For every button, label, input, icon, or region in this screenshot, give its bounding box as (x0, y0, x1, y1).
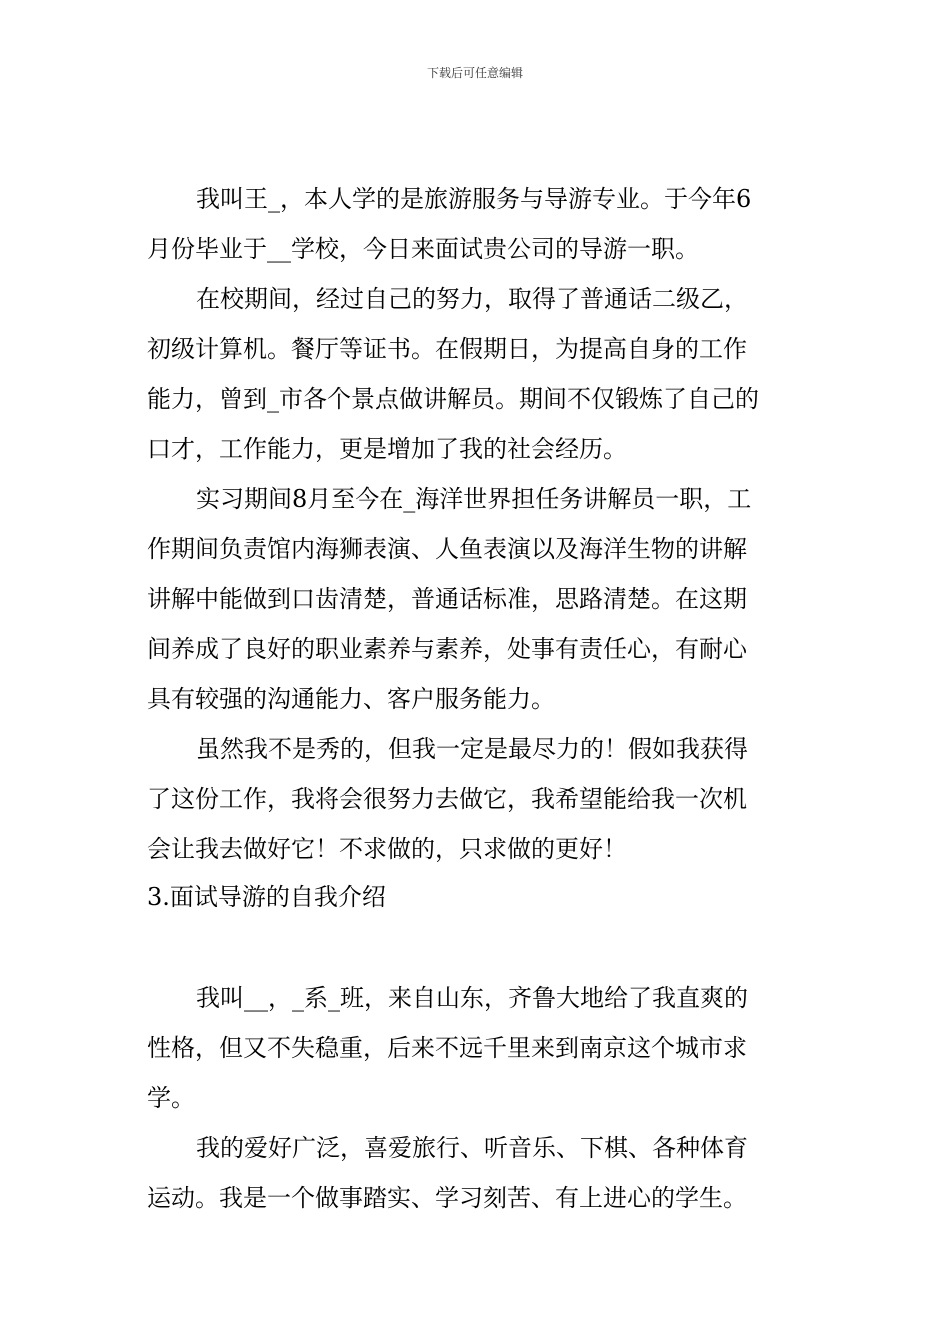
paragraph-line: 我的爱好广泛，喜爱旅行、听音乐、下棋、各种体育 (196, 1134, 748, 1162)
paragraph-line: 在校期间，经过自己的努力，取得了普通话二级乙， (196, 285, 748, 313)
paragraph-line: 间养成了良好的职业素养与素养，处事有责任心，有耐心 (147, 635, 747, 663)
paragraph-line: 口才，工作能力，更是增加了我的社会经历。 (147, 435, 627, 463)
paragraph-line: 了这份工作，我将会很努力去做它，我希望能给我一次机 (147, 785, 747, 813)
paragraph-line: 作期间负责馆内海狮表演、人鱼表演以及海洋生物的讲解 (147, 535, 747, 563)
paragraph-line: 我叫王_，本人学的是旅游服务与导游专业。于今年6 (196, 185, 752, 213)
paragraph-line: 能力，曾到_市各个景点做讲解员。期间不仅锻炼了自己的 (147, 385, 759, 413)
paragraph-line: 我叫__，_系_班，来自山东，齐鲁大地给了我直爽的 (196, 984, 748, 1012)
paragraph-line: 运动。我是一个做事踏实、学习刻苦、有上进心的学生。 (147, 1184, 747, 1212)
paragraph-line: 月份毕业于__学校，今日来面试贵公司的导游一职。 (147, 235, 699, 263)
paragraph-line: 性格，但又不失稳重，后来不远千里来到南京这个城市求 (147, 1034, 747, 1062)
page-header-note: 下载后可任意编辑 (426, 66, 523, 80)
section-heading: 3.面试导游的自我介绍 (147, 883, 386, 911)
paragraph-line: 讲解中能做到口齿清楚，普通话标准，思路清楚。在这期 (147, 585, 747, 613)
paragraph-line: 具有较强的沟通能力、客户服务能力。 (147, 685, 555, 713)
paragraph-line: 学。 (147, 1084, 195, 1112)
paragraph-line: 虽然我不是秀的，但我一定是最尽力的！假如我获得 (196, 735, 748, 763)
paragraph-line: 实习期间8月至今在_海洋世界担任务讲解员一职，工 (196, 485, 752, 513)
paragraph-line: 会让我去做好它！不求做的，只求做的更好！ (147, 835, 627, 863)
paragraph-line: 初级计算机。餐厅等证书。在假期日，为提高自身的工作 (147, 335, 747, 363)
